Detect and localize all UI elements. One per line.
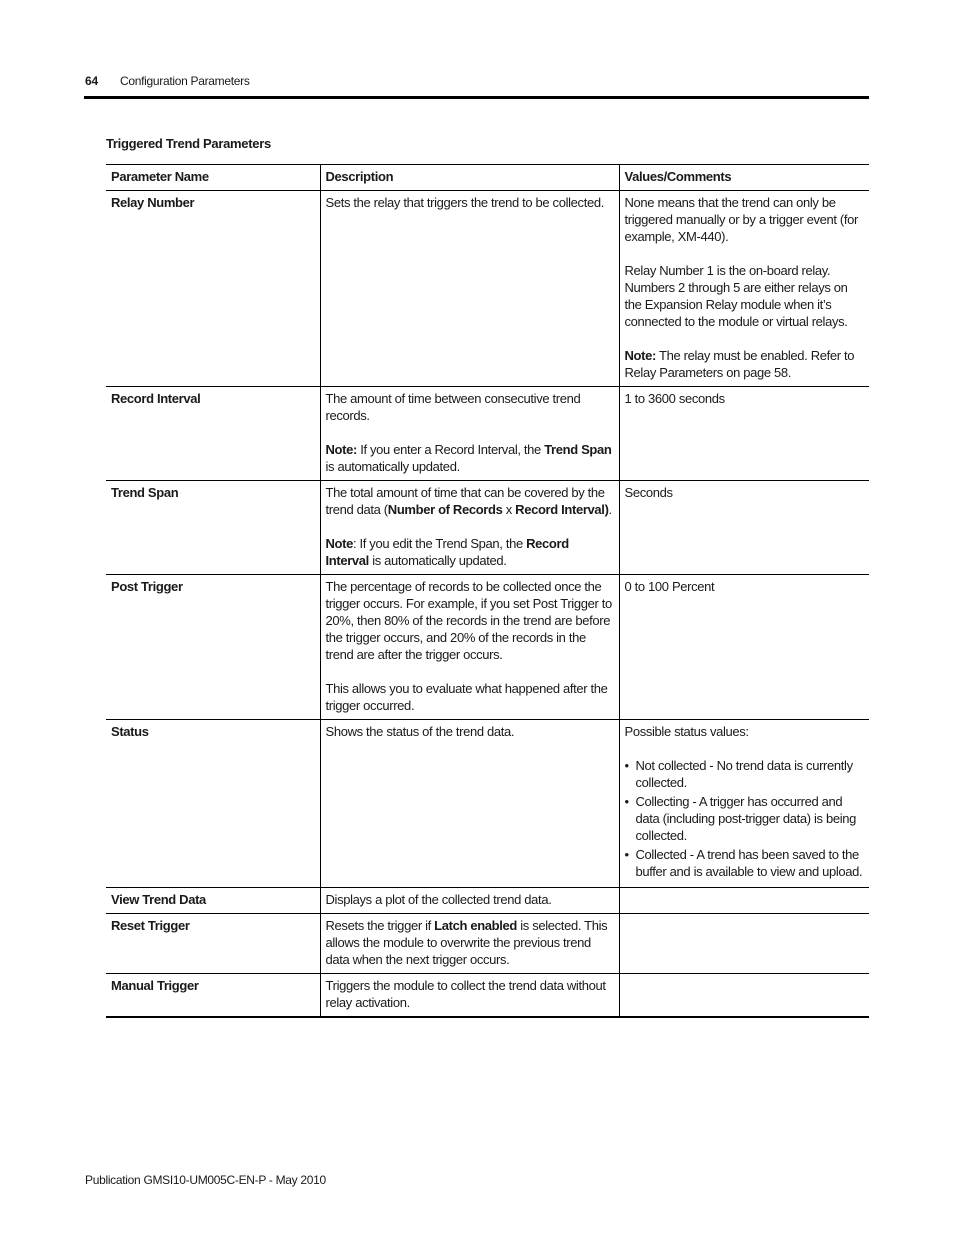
description-text: This allows you to evaluate what happened after the trigger occurred.: [325, 681, 608, 713]
table-row: [106, 914, 869, 974]
table-row: [106, 191, 869, 387]
param-name: Trend Span: [106, 481, 320, 575]
note-text: If you enter a Record Interval, the: [356, 442, 545, 457]
section-title: Configuration Parameters: [120, 74, 250, 88]
table-row: [106, 481, 869, 575]
param-values: [619, 720, 869, 888]
param-name: Reset Trigger: [106, 914, 320, 974]
note-label: Note:: [624, 348, 656, 363]
param-name: Post Trigger: [106, 575, 320, 720]
table-row: [106, 387, 869, 481]
list-item: • Collected - A trend has been saved to the buffer and is available to view and upload.: [625, 846, 865, 880]
status-values-list: [625, 757, 865, 880]
description-bold-term: Latch enabled: [434, 918, 517, 933]
note-bold-term: Trend Span: [544, 442, 612, 457]
param-name: Record Interval: [106, 387, 320, 481]
param-values: [619, 974, 869, 1018]
values-paragraph: None means that the trend can only be triggered manually or by a trigger event (for example, XM-440).: [624, 195, 859, 244]
note-text: The relay must be enabled. Refer to Relay Parameters on page 58.: [624, 348, 855, 380]
param-description: [320, 481, 619, 575]
param-name: Status: [106, 720, 320, 888]
publication-footer: Publication GMSI10-UM005C-EN-P - May 2010: [85, 1173, 326, 1187]
param-values: Seconds: [619, 481, 869, 575]
list-item: • Not collected - No trend data is currently collected.: [625, 757, 865, 791]
note-label: Note:: [325, 442, 357, 457]
param-values: [619, 888, 869, 914]
description-text: The total amount of time that can be covered by the trend data (: [325, 485, 605, 517]
table-row: [106, 575, 869, 720]
description-bold-term: Record Interval): [515, 502, 609, 517]
param-values: 1 to 3600 seconds: [619, 387, 869, 481]
param-description: [320, 914, 619, 974]
param-values: [619, 191, 869, 387]
parameters-table: [106, 164, 869, 1018]
table-row: [106, 888, 869, 914]
page-number: 64: [85, 74, 98, 88]
param-name: View Trend Data: [106, 888, 320, 914]
note-text: is automatically updated.: [368, 553, 507, 568]
param-name: Manual Trigger: [106, 974, 320, 1018]
note-label: Note: [325, 536, 353, 551]
param-description: Triggers the module to collect the trend data without relay activation.: [320, 974, 619, 1018]
table-row: [106, 974, 869, 1018]
param-description: Displays a plot of the collected trend data.: [320, 888, 619, 914]
param-name: Relay Number: [106, 191, 320, 387]
table-row: [106, 720, 869, 888]
param-description: [320, 575, 619, 720]
note-bold-term: Record Interval: [325, 536, 569, 568]
description-text: x: [502, 502, 516, 517]
description-text: The percentage of records to be collected once the trigger occurs. For example, if you set Post Trigger to 20%, then 80% of the records in the trend are before the trigger occurs, and 20% of the records in the trend are after the trigger occurs.: [325, 579, 612, 662]
param-description: Shows the status of the trend data.: [320, 720, 619, 888]
param-description: Sets the relay that triggers the trend to be collected.: [320, 191, 619, 387]
table-title: Triggered Trend Parameters: [106, 136, 271, 151]
param-values: [619, 914, 869, 974]
param-values: 0 to 100 Percent: [619, 575, 869, 720]
values-paragraph: Relay Number 1 is the on-board relay. Numbers 2 through 5 are either relays on the Expansion Relay module when it’s connected to the module or virtual relays.: [624, 263, 848, 329]
list-item: • Collecting - A trigger has occurred and data (including post-trigger data) is being collected.: [625, 793, 865, 844]
column-header-parameter-name: Parameter Name: [106, 165, 320, 191]
description-text: The amount of time between consecutive trend records.: [325, 391, 581, 423]
table-header-row: [106, 165, 869, 191]
param-description: [320, 387, 619, 481]
note-text: : If you edit the Trend Span, the: [353, 536, 527, 551]
column-header-values-comments: Values/Comments: [619, 165, 869, 191]
description-text: Resets the trigger if: [325, 918, 435, 933]
note-text: is automatically updated.: [325, 459, 460, 474]
header-rule: [84, 96, 869, 99]
description-text: .: [608, 502, 612, 517]
values-intro: Possible status values:: [624, 724, 749, 739]
description-bold-term: Number of Records: [387, 502, 503, 517]
description-text: is selected. This allows the module to overwrite the previous trend data when the next trigger occurs.: [325, 918, 608, 967]
column-header-description: Description: [320, 165, 619, 191]
